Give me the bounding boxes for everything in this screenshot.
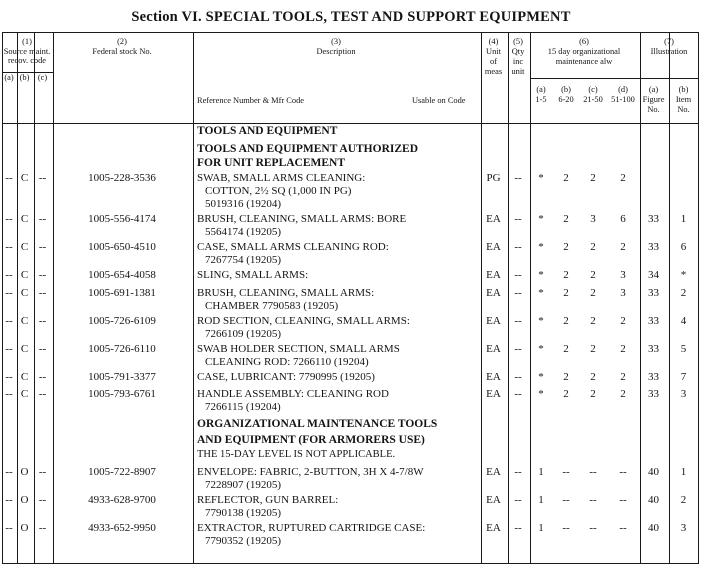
source-code-b-cell: C [20,269,29,281]
col6-sub-b-range: 6-20 [558,95,574,104]
figure-number-cell: 33 [648,315,659,327]
col6-sub-d-letter: (d) [618,85,628,94]
source-code-a-cell: -- [5,343,13,355]
source-code-a-cell: -- [5,522,13,534]
col5-line2: inc [512,57,524,66]
qty-cell: -- [514,315,522,327]
qty-cell: -- [514,287,522,299]
stock-number-cell: 1005-793-6761 [88,388,156,400]
figure-number-cell: 33 [648,241,659,253]
level-1-5-cell: * [538,315,544,327]
level-21-50-cell: 2 [590,315,596,327]
source-code-a-cell: -- [5,287,13,299]
qty-cell: -- [514,269,522,281]
unit-cell: EA [486,287,501,299]
stock-number-cell: 1005-691-1381 [88,287,156,299]
level-6-20-cell: 2 [563,315,569,327]
source-code-c-cell: -- [38,241,47,253]
unit-cell: EA [486,494,501,506]
col5-line3: unit [511,67,525,76]
level-6-20-cell: 2 [563,172,569,184]
description-line: EXTRACTOR, RUPTURED CARTRIDGE CASE: [197,522,426,534]
source-code-a-cell: -- [5,388,13,400]
figure-number-cell: 33 [648,371,659,383]
source-code-c-cell: -- [38,371,47,383]
col6-num: (6) [579,37,589,46]
source-code-a-cell: -- [5,172,13,184]
description-line: ROD SECTION, CLEANING, SMALL ARMS: [197,315,410,327]
source-code-b-cell: C [20,371,29,383]
source-code-a-cell: -- [5,371,13,383]
col1-sub-a: (a) [4,73,14,82]
qty-cell: -- [514,172,522,184]
level-51-100-cell: 3 [620,269,626,281]
source-code-c-cell: -- [38,466,47,478]
source-code-c-cell: -- [38,213,47,225]
unit-cell: EA [486,388,501,400]
description-line: SWAB HOLDER SECTION, SMALL ARMS [197,343,400,355]
level-21-50-cell: 2 [590,269,596,281]
source-code-b-cell: C [20,287,29,299]
col2-num: (2) [117,37,127,46]
description-line: 7266109 (19205) [205,328,282,340]
stock-number-cell: 4933-652-9950 [88,522,156,534]
level-6-20-cell: 2 [563,213,569,225]
item-number-cell: 3 [680,522,687,534]
item-number-cell: 4 [680,315,687,327]
col7-sub-b-line1: Item [675,95,692,104]
col7-sub-b-line2: No. [677,105,690,114]
section-note: THE 15-DAY LEVEL IS NOT APPLICABLE. [197,449,396,460]
figure-number-cell: 33 [648,213,659,225]
level-6-20-cell: 2 [563,241,569,253]
source-code-c-cell: -- [38,287,47,299]
qty-cell: -- [514,388,522,400]
col5-line1: Qty [511,47,525,56]
level-51-100-cell: 2 [620,343,626,355]
description-line: 7790138 (19205) [205,507,282,519]
col6-line2: maintenance alw [555,57,613,66]
source-code-b-cell: C [20,388,29,400]
description-line: SWAB, SMALL ARMS CLEANING: [197,172,366,184]
col6-sub-b-letter: (b) [561,85,571,94]
description-line: 7266115 (19204) [205,401,281,413]
unit-cell: EA [486,213,501,225]
level-51-100-cell: 6 [620,213,626,225]
level-1-5-cell: 1 [538,522,544,534]
description-line: BRUSH, CLEANING, SMALL ARMS: BORE [197,213,407,225]
level-21-50-cell: 3 [590,213,596,225]
item-number-cell: 5 [680,343,687,355]
description-line: CASE, SMALL ARMS CLEANING ROD: [197,241,389,253]
level-21-50-cell: -- [589,494,597,506]
source-code-c-cell: -- [38,172,47,184]
unit-cell: EA [486,315,501,327]
unit-cell: EA [486,466,501,478]
stock-number-cell: 1005-650-4510 [88,241,156,253]
level-1-5-cell: * [538,371,544,383]
source-code-b-cell: O [20,494,29,506]
source-code-a-cell: -- [5,466,13,478]
description-line: 5564174 (19205) [205,226,282,238]
level-1-5-cell: * [538,213,544,225]
source-code-a-cell: -- [5,213,13,225]
level-6-20-cell: 2 [563,343,569,355]
item-number-cell: 1 [680,213,687,225]
description-line: COTTON, 2½ SQ (1,000 IN PG) [205,185,352,197]
item-number-cell: * [680,269,687,281]
figure-number-cell: 33 [648,287,659,299]
level-1-5-cell: * [538,343,544,355]
description-line: 7790352 (19205) [205,535,282,547]
stock-number-cell: 1005-726-6109 [88,315,156,327]
section-heading: AND EQUIPMENT (FOR ARMORERS USE) [197,434,425,446]
figure-number-cell: 40 [648,466,659,478]
header-bottom-rule [3,123,698,124]
page-title: Section VI. SPECIAL TOOLS, TEST AND SUPPORT EQUIPMENT [131,9,571,25]
col-rule [193,33,194,563]
description-line: CASE, LUBRICANT: 7790995 (19205) [197,371,375,383]
header-sub-rule [530,78,640,79]
level-1-5-cell: 1 [538,494,544,506]
source-code-b-cell: O [20,522,29,534]
unit-cell: PG [486,172,501,184]
description-line: ENVELOPE: FABRIC, 2-BUTTON, 3H X 4-7/8W [197,466,424,478]
qty-cell: -- [514,371,522,383]
qty-cell: -- [514,343,522,355]
level-6-20-cell: 2 [563,287,569,299]
item-number-cell: 2 [680,494,687,506]
source-code-b-cell: C [20,315,29,327]
unit-cell: EA [486,371,501,383]
section-heading: FOR UNIT REPLACEMENT [197,157,346,169]
source-code-c-cell: -- [38,269,47,281]
col1-num: (1) [22,37,32,46]
section-heading: TOOLS AND EQUIPMENT AUTHORIZED [197,143,418,155]
header-sub-rule [640,78,698,79]
level-51-100-cell: -- [619,522,627,534]
level-21-50-cell: 2 [590,241,596,253]
level-21-50-cell: 2 [590,388,596,400]
col1-sub-c: (c) [37,73,48,82]
col4-line2: of [490,57,497,66]
level-21-50-cell: 2 [590,343,596,355]
col7-num: (7) [664,37,674,46]
section-heading: TOOLS AND EQUIPMENT [197,125,338,137]
source-code-a-cell: -- [5,269,13,281]
figure-number-cell: 40 [648,522,659,534]
qty-cell: -- [514,466,522,478]
col3-label: Description [316,47,356,56]
item-number-cell: 3 [680,388,687,400]
col4-num: (4) [488,37,499,46]
unit-cell: EA [486,269,501,281]
col7-sub-a-line1: Figure [642,95,665,104]
level-51-100-cell: -- [619,466,627,478]
qty-cell: -- [514,213,522,225]
description-line: 7228907 (19205) [205,479,282,491]
col7-sub-a-line2: No. [647,105,660,114]
col6-sub-a-range: 1-5 [535,95,547,104]
description-line: HANDLE ASSEMBLY: CLEANING ROD [197,388,389,400]
source-code-b-cell: C [20,343,29,355]
source-code-b-cell: C [20,172,29,184]
level-6-20-cell: 2 [563,269,569,281]
item-number-cell: 1 [680,466,687,478]
col2-label: Federal stock No. [92,47,152,56]
level-51-100-cell: 2 [620,371,626,383]
description-line: CHAMBER 7790583 (19205) [205,300,339,312]
source-code-b-cell: O [20,466,29,478]
level-21-50-cell: 2 [590,287,596,299]
col4-line3: meas [484,67,503,76]
level-6-20-cell: -- [562,494,570,506]
source-code-a-cell: -- [5,494,13,506]
level-51-100-cell: -- [619,494,627,506]
col1-label-line1: Source maint. [3,47,51,56]
col3-num: (3) [331,37,341,46]
source-code-c-cell: -- [38,388,47,400]
section-heading: ORGANIZATIONAL MAINTENANCE TOOLS [197,418,438,430]
col3-usable-label: Usable on Code [412,96,466,105]
level-21-50-cell: 2 [590,371,596,383]
level-51-100-cell: 2 [620,315,626,327]
source-code-c-cell: -- [38,494,47,506]
source-code-c-cell: -- [38,343,47,355]
level-1-5-cell: * [538,287,544,299]
unit-cell: EA [486,522,501,534]
col7-sub-a-letter: (a) [648,85,659,94]
col3-ref-label: Reference Number & Mfr Code [197,96,304,105]
col1-sub-b: (b) [19,73,30,82]
item-number-cell: 6 [680,241,687,253]
level-1-5-cell: * [538,172,544,184]
stock-number-cell: 4933-628-9700 [88,494,156,506]
col4-line1: Unit [486,47,501,56]
col7-label: Illustration [650,47,688,56]
col1-label-line2: recov. code [7,56,47,65]
unit-cell: EA [486,343,501,355]
col6-sub-c-range: 21-50 [583,95,603,104]
level-51-100-cell: 2 [620,241,626,253]
col6-sub-c-letter: (c) [588,85,598,94]
source-code-a-cell: -- [5,241,13,253]
item-number-cell: 7 [680,371,687,383]
level-6-20-cell: 2 [563,371,569,383]
col6-sub-a-letter: (a) [536,85,546,94]
stock-number-cell: 1005-556-4174 [88,213,156,225]
stock-number-cell: 1005-726-6110 [88,343,156,355]
figure-number-cell: 34 [648,269,659,281]
col6-line1: 15 day organizational [547,47,621,56]
stock-number-cell: 1005-654-4058 [88,269,156,281]
level-51-100-cell: 3 [620,287,626,299]
level-21-50-cell: -- [589,522,597,534]
level-21-50-cell: 2 [590,172,596,184]
level-6-20-cell: 2 [563,388,569,400]
description-line: BRUSH, CLEANING, SMALL ARMS: [197,287,375,299]
qty-cell: -- [514,241,522,253]
level-1-5-cell: * [538,388,544,400]
figure-number-cell: 40 [648,494,659,506]
qty-cell: -- [514,522,522,534]
level-6-20-cell: -- [562,466,570,478]
col6-sub-d-range: 51-100 [611,95,635,104]
stock-number-cell: 1005-722-8907 [88,466,156,478]
item-number-cell: 2 [680,287,687,299]
figure-number-cell: 33 [648,388,659,400]
stock-number-cell: 1005-228-3536 [88,172,156,184]
description-line: 5019316 (19204) [205,198,282,210]
level-21-50-cell: -- [589,466,597,478]
level-1-5-cell: 1 [538,466,544,478]
description-line: 7267754 (19205) [205,254,282,266]
description-line: SLING, SMALL ARMS: [197,269,309,281]
qty-cell: -- [514,494,522,506]
stock-number-cell: 1005-791-3377 [88,371,156,383]
source-code-c-cell: -- [38,522,47,534]
source-code-c-cell: -- [38,315,47,327]
level-51-100-cell: 2 [620,172,626,184]
level-1-5-cell: * [538,241,544,253]
level-1-5-cell: * [538,269,544,281]
figure-number-cell: 33 [648,343,659,355]
source-code-b-cell: C [20,241,29,253]
level-6-20-cell: -- [562,522,570,534]
col5-num: (5) [513,37,523,46]
level-51-100-cell: 2 [620,388,626,400]
source-code-b-cell: C [20,213,29,225]
description-line: CLEANING ROD: 7266110 (19204) [205,356,369,368]
source-code-a-cell: -- [5,315,13,327]
description-line: REFLECTOR, GUN BARREL: [197,494,339,506]
col7-sub-b-letter: (b) [678,85,689,94]
unit-cell: EA [486,241,501,253]
